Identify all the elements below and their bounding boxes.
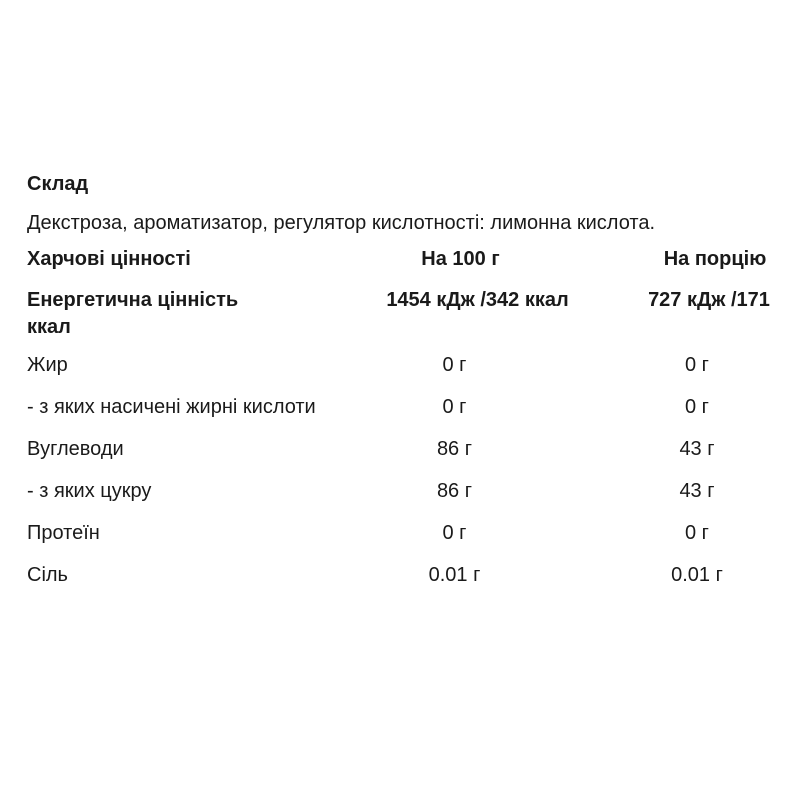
- per-100g-value: 0 г: [442, 354, 467, 376]
- per-100g-value: 0.01 г: [428, 564, 481, 586]
- ingredients-text: Декстроза, ароматизатор, регулятор кислотності: лимонна кислота.: [27, 212, 655, 234]
- per-portion-value: 43 г: [679, 480, 715, 502]
- table-header-row: [27, 246, 800, 273]
- header-per-portion: На порцію: [663, 248, 767, 270]
- table-row-carbohydrates: [27, 436, 800, 463]
- per-portion-value: 0 г: [685, 522, 709, 544]
- table-row-protein: [27, 520, 800, 547]
- per-100g-value: 0 г: [442, 522, 467, 544]
- composition-title: Склад: [27, 173, 89, 195]
- per-100g-value: 0 г: [442, 396, 467, 418]
- per-100g-value: 1454 кДж /342 ккал: [386, 289, 569, 311]
- per-portion-value: 0 г: [685, 396, 709, 418]
- nutrient-label: Протеїн: [27, 522, 100, 544]
- per-100g-value: 86 г: [436, 480, 473, 502]
- header-nutrients: Харчові цінності: [27, 248, 191, 270]
- per-100g-value: 86 г: [436, 438, 473, 460]
- per-portion-value: 0.01 г: [671, 564, 723, 586]
- nutrient-label: - з яких цукру: [27, 480, 152, 502]
- table-row-energy: [27, 287, 800, 341]
- table-row-sugars: [27, 478, 800, 505]
- nutrient-label: Вуглеводи: [27, 438, 124, 460]
- nutrient-label: - з яких насичені жирні кислоти: [27, 396, 316, 418]
- table-row-salt: [27, 562, 800, 589]
- table-row-saturated-fat: [27, 394, 800, 421]
- table-row-fat: [27, 352, 800, 379]
- per-portion-value: 43 г: [679, 438, 715, 460]
- nutrient-label: Сіль: [27, 564, 68, 586]
- per-portion-value: 727 кДж /171: [648, 289, 770, 311]
- nutrient-label: Жир: [27, 354, 68, 376]
- nutrient-label: Енергетична цінність ккал: [27, 289, 239, 338]
- per-portion-value: 0 г: [685, 354, 709, 376]
- header-per-100g: На 100 г: [421, 248, 500, 270]
